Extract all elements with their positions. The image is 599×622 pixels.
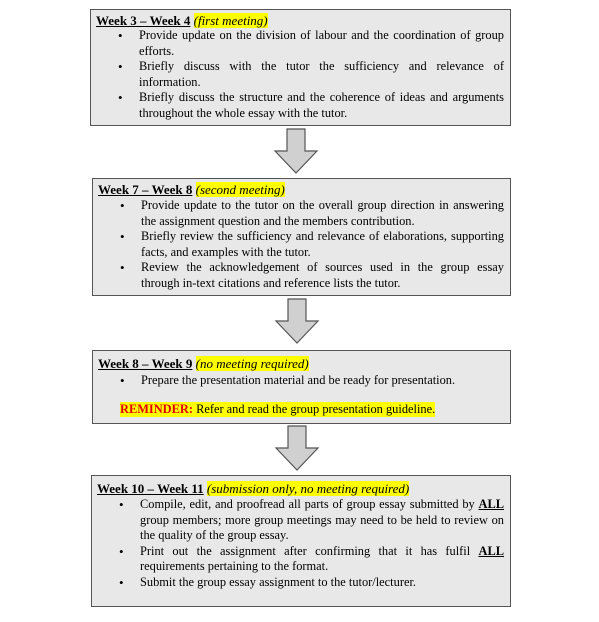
- meeting-note: (submission only, no meeting required): [206, 481, 410, 496]
- week-label: Week 10 – Week 11: [97, 481, 204, 496]
- week-label: Week 3 – Week 4: [96, 13, 191, 28]
- meeting-note: (first meeting): [193, 13, 268, 28]
- list-item: • Provide update to the tutor on the overall group direction in answering the assignment question and the members contribution.: [120, 198, 504, 229]
- step-week-8-9-title: [98, 356, 309, 371]
- step-week-7-8-title: [98, 182, 285, 197]
- down-arrow-icon: [274, 425, 320, 472]
- step-week-8-9-list: [120, 373, 504, 389]
- list-item: • Briefly discuss with the tutor the sufficiency and relevance of information.: [118, 59, 504, 90]
- step-week-3-4-title: [96, 13, 268, 28]
- reminder-text: Refer and read the group presentation guideline.: [192, 402, 436, 416]
- step-week-10-11-list: [119, 497, 504, 590]
- list-item: • Prepare the presentation material and be ready for presentation.: [120, 373, 504, 389]
- list-item: • Print out the assignment after confirming that it has fulfil ALL requirements pertaining to the format.: [119, 544, 504, 575]
- reminder-note: [120, 402, 435, 417]
- down-arrow-icon: [273, 128, 319, 175]
- list-item: • Review the acknowledgement of sources used in the group essay through in-text citations and reference lists the tutor.: [120, 260, 504, 291]
- step-week-10-11-title: [97, 481, 409, 496]
- all-emphasis: ALL: [478, 543, 504, 558]
- meeting-note: (no meeting required): [195, 356, 309, 371]
- list-item: • Provide update on the division of labour and the coordination of group efforts.: [118, 28, 504, 59]
- list-item: • Submit the group essay assignment to the tutor/lecturer.: [119, 575, 504, 591]
- week-label: Week 7 – Week 8: [98, 182, 193, 197]
- list-item: • Compile, edit, and proofread all parts of group essay submitted by ALL group members; more group meetings may need to be held to review on the quality of the group essay.: [119, 497, 504, 544]
- all-emphasis: ALL: [478, 497, 504, 511]
- step-week-3-4-list: [118, 28, 504, 121]
- week-label: Week 8 – Week 9: [98, 356, 193, 371]
- list-item: • Briefly review the sufficiency and relevance of elaborations, supporting facts, and examples with the tutor.: [120, 229, 504, 260]
- meeting-note: (second meeting): [195, 182, 285, 197]
- reminder-label: REMINDER:: [120, 402, 193, 416]
- step-week-7-8-list: [120, 198, 504, 291]
- down-arrow-icon: [274, 298, 320, 345]
- list-item: • Briefly discuss the structure and the coherence of ideas and arguments throughout the whole essay with the tutor.: [118, 90, 504, 121]
